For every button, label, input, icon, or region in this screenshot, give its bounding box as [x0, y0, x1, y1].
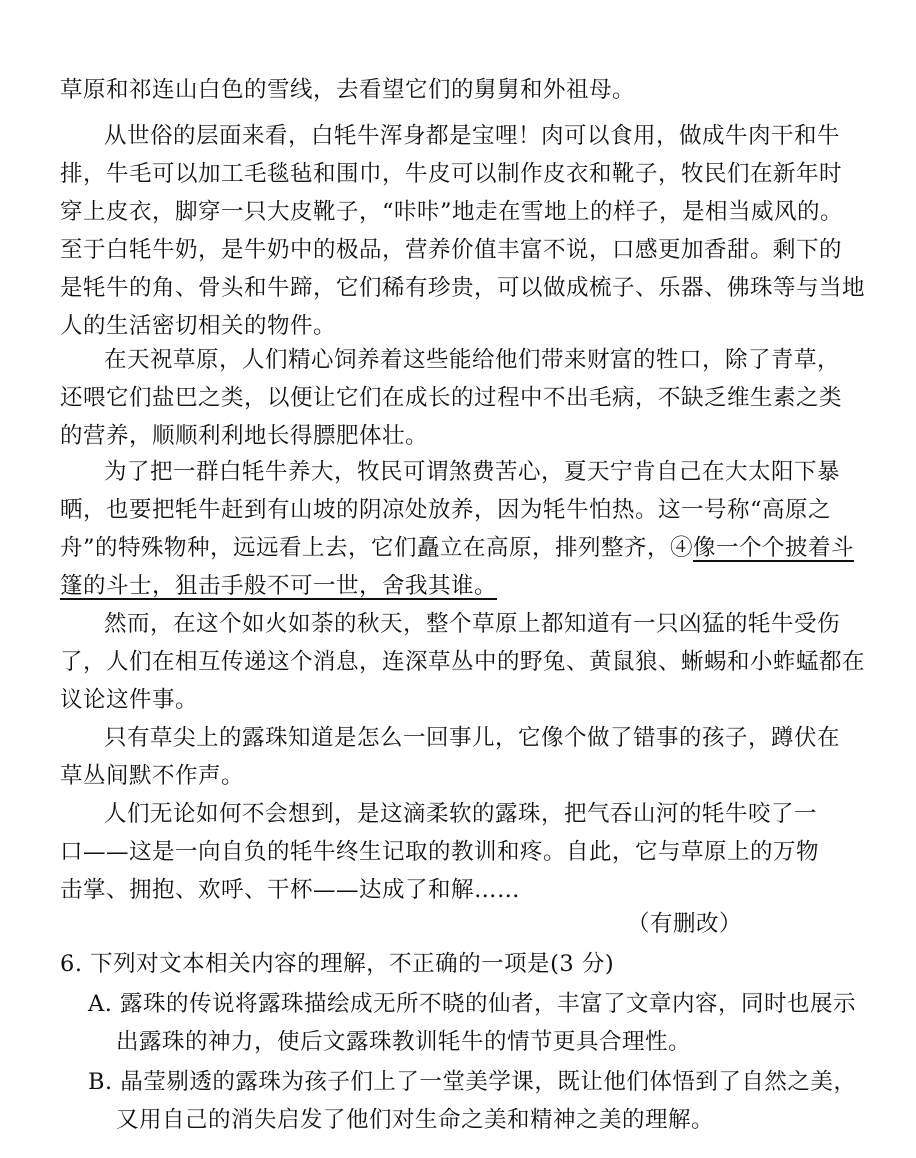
passage-line: 了，人们在相互传递这个消息，连深草丛中的野兔、黄鼠狼、蜥蜴和小蚱蜢都在: [60, 649, 866, 675]
passage-line: 击掌、拥抱、欢呼、干杯——达成了和解……: [60, 877, 521, 903]
passage-line: 草原和祁连山白色的雪线，去看望它们的舅舅和外祖母。: [60, 77, 636, 103]
option-a-continued: 出露珠的神力，使后文露珠教训牦牛的情节更具合理性。: [116, 1029, 692, 1055]
passage-line: 口——这是一向自负的牦牛终生记取的教训和疼。自此，它与草原上的万物: [60, 839, 820, 865]
passage-line: 是牦牛的角、骨头和牛蹄，它们稀有珍贵，可以做成梳子、乐器、佛珠等与当地: [60, 275, 866, 301]
passage-line: 只有草尖上的露珠知道是怎么一回事儿，它像个做了错事的孩子，蹲伏在: [104, 725, 841, 751]
passage-line: 在天祝草原，人们精心饲养着这些能给他们带来财富的牲口，除了青草，: [104, 347, 841, 373]
source-note: （有删改）: [626, 911, 742, 937]
option-a: A. 露珠的传说将露珠描绘成无所不晓的仙者，丰富了文章内容，同时也展示: [88, 991, 857, 1017]
passage-line: 的营养，顺顺利利地长得膘肥体壮。: [60, 423, 429, 449]
passage-line: 排，牛毛可以加工毛毯毡和围巾，牛皮可以制作皮衣和靴子，牧民们在新年时: [60, 161, 843, 187]
option-b: B. 晶莹剔透的露珠为孩子们上了一堂美学课，既让他们体悟到了自然之美，: [88, 1069, 857, 1095]
option-b-continued: 又用自己的消失启发了他们对生命之美和精神之美的理解。: [116, 1107, 715, 1133]
passage-line: 为了把一群白牦牛养大，牧民可谓煞费苦心，夏天宁肯自己在大太阳下暴: [104, 459, 841, 485]
passage-line: 从世俗的层面来看，白牦牛浑身都是宝哩！肉可以食用，做成牛肉干和牛: [104, 123, 841, 149]
passage-line: 议论这件事。: [60, 687, 199, 713]
passage-line: [60, 528, 860, 568]
question-stem: 6. 下列对文本相关内容的理解，不正确的一项是(3 分): [60, 951, 615, 977]
passage-line: 晒，也要把牦牛赶到有山坡的阴凉处放养，因为牦牛怕热。这一号称“高原之: [60, 497, 832, 523]
passage-line: 人们无论如何不会想到，是这滴柔软的露珠，把气吞山河的牦牛咬了一: [104, 801, 818, 827]
underlined-sentence-4: 像一个个披着斗: [693, 535, 855, 561]
passage-line: 草丛间默不作声。: [60, 763, 245, 789]
passage-line: 然而，在这个如火如荼的秋天，整个草原上都知道有一只凶猛的牦牛受伤: [104, 611, 841, 637]
passage-line: 还喂它们盐巴之类，以便让它们在成长的过程中不出毛病，不缺乏维生素之类: [60, 385, 843, 411]
passage-line: 至于白牦牛奶，是牛奶中的极品，营养价值丰富不说，口感更加香甜。剩下的: [60, 237, 843, 263]
passage-line: 穿上皮衣，脚穿一只大皮靴子，“咔咔”地走在雪地上的样子，是相当威风的。: [60, 199, 844, 225]
passage-line: [60, 566, 860, 606]
underlined-sentence-4: 篷的斗士，狙击手般不可一世，舍我其谁。: [60, 573, 498, 599]
passage-text: 舟”的特殊物种，远远看上去，它们矗立在高原，排列整齐，④: [60, 535, 694, 561]
passage-line: 人的生活密切相关的物件。: [60, 313, 337, 339]
